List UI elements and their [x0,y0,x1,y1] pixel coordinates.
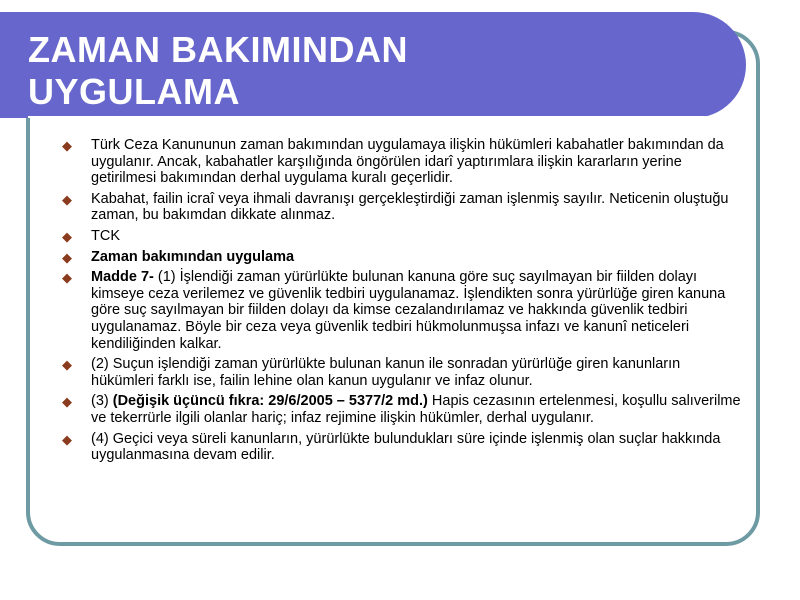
bullet-text: (1) İşlendiği zaman yürürlükte bulunan kanuna göre suç sayılmayan bir fiilden dolayı kimseye ceza verilemez ve güvenlik tedbiri uygulanamaz. İşlendikten sonra yürürlüğe giren kanuna göre suç sayılmayan bir fiilden dolayı da kimse cezalandırılamaz ve hakkında güvenlik tedbiri uygulanamaz. Böyle bir ceza veya güvenlik tedbiri hükmolunmuşsa infazı ve kanunî neticeleri kendiliğinden kalkar. [91,269,726,352]
bullet-item [62,228,742,245]
bullet-item [62,356,742,389]
slide-title [28,29,408,113]
diamond-bullet-icon: ◆ [62,191,72,207]
article-number: Madde 7- [91,269,154,286]
bullet-text: (2) Suçun işlendiği zaman yürürlükte bulunan kanun ile sonradan yürürlüğe giren kanunların hükümleri farklı ise, failin lehine olan kanun uygulanır ve infaz olunur. [91,356,681,389]
bullet-item [62,269,742,352]
bullet-text: TCK [91,227,120,244]
bullet-item [62,249,742,266]
bullet-item [62,393,742,426]
diamond-bullet-icon: ◆ [62,228,72,244]
bullet-bold-text: Zaman bakımından uygulama [91,248,295,265]
diamond-bullet-icon: ◆ [62,138,72,153]
slide-title-line-2: UYGULAMA [28,71,240,112]
title-underline [28,116,708,118]
diamond-bullet-icon: ◆ [62,357,72,373]
diamond-bullet-icon: ◆ [62,249,72,265]
title-bar [0,12,746,118]
paragraph-number: (3) [91,393,113,410]
amendment-note: (Değişik üçüncü fıkra: 29/6/2005 – 5377/2 md.) [112,393,428,410]
slide-title-line-1: ZAMAN BAKIMINDAN [28,29,408,70]
bullet-text: Türk Ceza Kanununun zaman bakımından uygulamaya ilişkin hükümleri kabahatler bakımından da uygulanır. Ancak, kabahatler karşılığında öngörülen idarî yaptırımlara ilişkin kararların yerine getirilmesi bakımından derhal uygulama kuralı geçerlidir. [91,137,724,187]
bullet-text: Kabahat, failin icraî veya ihmali davranışı gerçekleştirdiği zaman işlenmiş sayılır. Neticenin oluştuğu zaman, bu bakımdan dikkate alınmaz. [91,190,729,224]
bullet-list [62,137,742,468]
bullet-text: Hapis cezasının ertelenmesi, koşullu salıverilme ve tekerrürle ilgili olanlar hariç; infaz rejimine ilişkin hükümler, derhal uygulanır. [91,393,741,426]
bullet-item [62,431,742,464]
bullet-item [62,191,742,224]
diamond-bullet-icon: ◆ [62,431,72,447]
diamond-bullet-icon: ◆ [62,270,72,286]
bullet-text: (4) Geçici veya süreli kanunların, yürürlükte bulundukları süre içinde işlenmiş olan suçlar hakkında uygulanmasına devam edilir. [91,430,721,464]
bullet-item [62,137,742,187]
diamond-bullet-icon: ◆ [62,394,72,410]
